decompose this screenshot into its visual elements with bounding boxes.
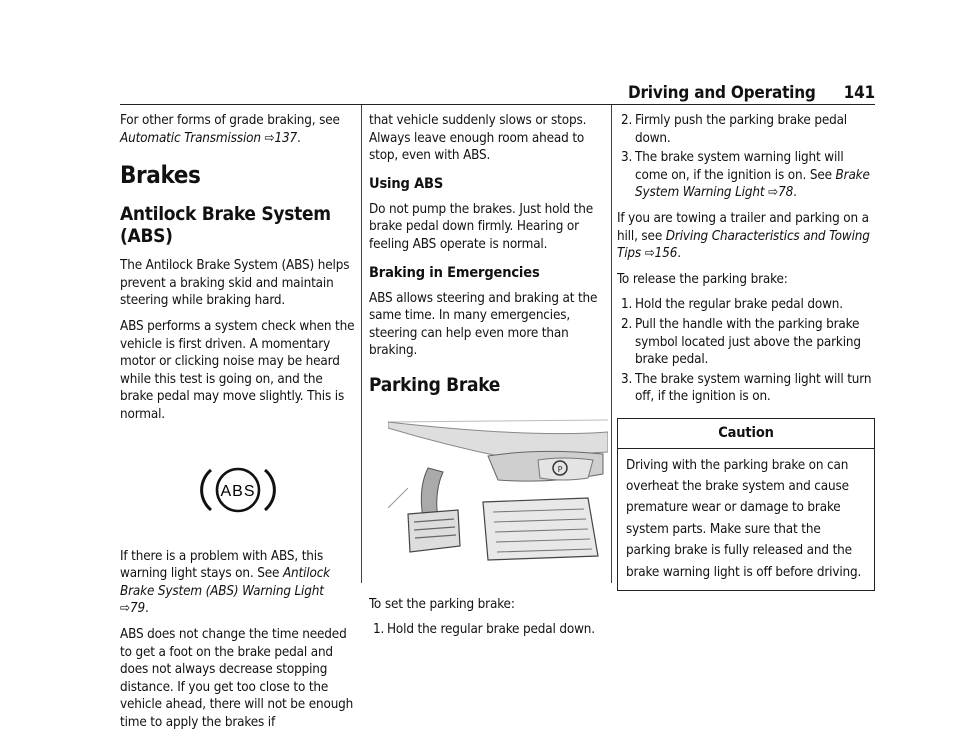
step-number: 2.: [621, 113, 633, 128]
parking-brake-title: Parking Brake: [369, 373, 501, 396]
page-reference-arrow-icon: ⇨: [644, 246, 655, 262]
svg-text:P: P: [557, 464, 563, 474]
intro-paragraph: [120, 112, 356, 147]
abs-para-4: ABS does not change the time needed to get a foot on the brake pedal and does not always decrease stopping distance. If you get too close to the vehicle ahead, there will not be enough time to apply the brakes if: [120, 626, 354, 730]
list-item: [617, 316, 875, 369]
page-reference-arrow-icon: ⇨: [768, 185, 779, 201]
page-reference-arrow-icon: ⇨: [264, 130, 275, 146]
list-item: [617, 149, 875, 202]
list-item: [617, 112, 875, 147]
using-abs-title: Using ABS: [369, 175, 444, 192]
para-text: If you are towing a trailer and parking on a hill, see: [617, 210, 869, 244]
caution-box: [617, 418, 875, 591]
list-item: [617, 371, 875, 406]
punct: .: [144, 601, 149, 617]
page-header: [120, 82, 875, 104]
column-divider: [611, 105, 612, 583]
step-text: Hold the regular brake pedal down.: [635, 297, 843, 313]
column-divider: [361, 105, 362, 583]
step-number: 3.: [621, 150, 633, 166]
abs-warning-light-icon: [120, 432, 356, 548]
step-text: Pull the handle with the parking brake symbol located just above the parking brake pedal.: [635, 316, 861, 368]
release-steps-list: [617, 296, 875, 406]
continued-paragraph: that vehicle suddenly slows or stops. Always leave enough room ahead to stop, even with ABS.: [369, 113, 587, 164]
step-number: 1.: [373, 622, 385, 638]
page-ref[interactable]: 78: [778, 185, 794, 201]
list-item: [369, 621, 607, 639]
towing-paragraph: [617, 210, 875, 263]
para-text: If there is a problem with ABS, this warning light stays on. See: [120, 548, 324, 582]
page-ref[interactable]: 79: [129, 601, 145, 617]
emergency-title: Braking in Emergencies: [369, 264, 540, 281]
abs-icon-text: ABS: [220, 482, 256, 500]
emergency-text: ABS allows steering and braking at the same time. In many emergencies, steering can help even more than braking.: [369, 290, 598, 359]
punct: .: [793, 185, 797, 201]
page-ref[interactable]: 137: [274, 130, 298, 146]
set-steps-list: [369, 621, 607, 639]
column-3: [617, 112, 875, 591]
step-text: The brake system warning light will come on, if the ignition is on. See: [635, 150, 844, 183]
step-text: Hold the regular brake pedal down.: [387, 622, 595, 638]
step-number: 1.: [621, 297, 633, 313]
using-abs-text: Do not pump the brakes. Just hold the brake pedal down firmly. Hearing or feeling ABS operate is normal.: [369, 201, 593, 252]
section-title: Brakes: [120, 161, 201, 190]
abs-subsection-title: Antilock Brake System (ABS): [120, 203, 331, 248]
towing-tips-link[interactable]: Driving Characteristics and Towing Tips: [617, 228, 870, 262]
abs-para-3: [120, 548, 356, 618]
release-intro: To release the parking brake:: [617, 271, 788, 287]
punct: .: [297, 130, 301, 146]
abs-symbol-icon: [199, 461, 277, 519]
intro-text: For other forms of grade braking, see: [120, 113, 340, 128]
transmission-link[interactable]: Automatic Transmission: [120, 130, 261, 146]
page-reference-arrow-icon: ⇨: [120, 601, 130, 617]
set-parking-intro: To set the parking brake:: [369, 596, 515, 612]
abs-para-1: The Antilock Brake System (ABS) helps prevent a braking skid and maintain steering while braking hard.: [120, 258, 350, 309]
abs-para-2: ABS performs a system check when the vehicle is first driven. A momentary motor or clicking noise may be heard while this test is going on, and the brake pedal may move slightly. This is normal.: [120, 318, 355, 422]
page-ref[interactable]: 156: [654, 246, 678, 262]
step-text: Firmly push the parking brake pedal down.: [635, 113, 848, 146]
caution-title: Caution: [618, 419, 874, 449]
column-1: [120, 112, 356, 739]
punct: .: [677, 246, 681, 262]
page-number: 141: [843, 83, 875, 103]
abs-warning-light-link[interactable]: Antilock Brake System (ABS) Warning Light: [120, 566, 331, 599]
step-number: 3.: [621, 371, 633, 387]
list-item: [617, 296, 875, 314]
header-rule: [120, 104, 875, 105]
caution-text: Driving with the parking brake on can overheat the brake system and cause premature wear or damage to brake system parts. Make sure that the parking brake is fully released and the brake warning light is off before driving.: [626, 457, 862, 580]
parking-brake-illustration: [388, 418, 608, 564]
brake-warning-light-link[interactable]: Brake System Warning Light: [635, 167, 870, 201]
step-text: The brake system warning light will turn off, if the ignition is on.: [635, 371, 872, 405]
step-number: 2.: [621, 316, 633, 332]
chapter-title: Driving and Operating: [627, 83, 816, 103]
column-2: [369, 112, 607, 647]
set-steps-list-cont: [617, 112, 875, 202]
